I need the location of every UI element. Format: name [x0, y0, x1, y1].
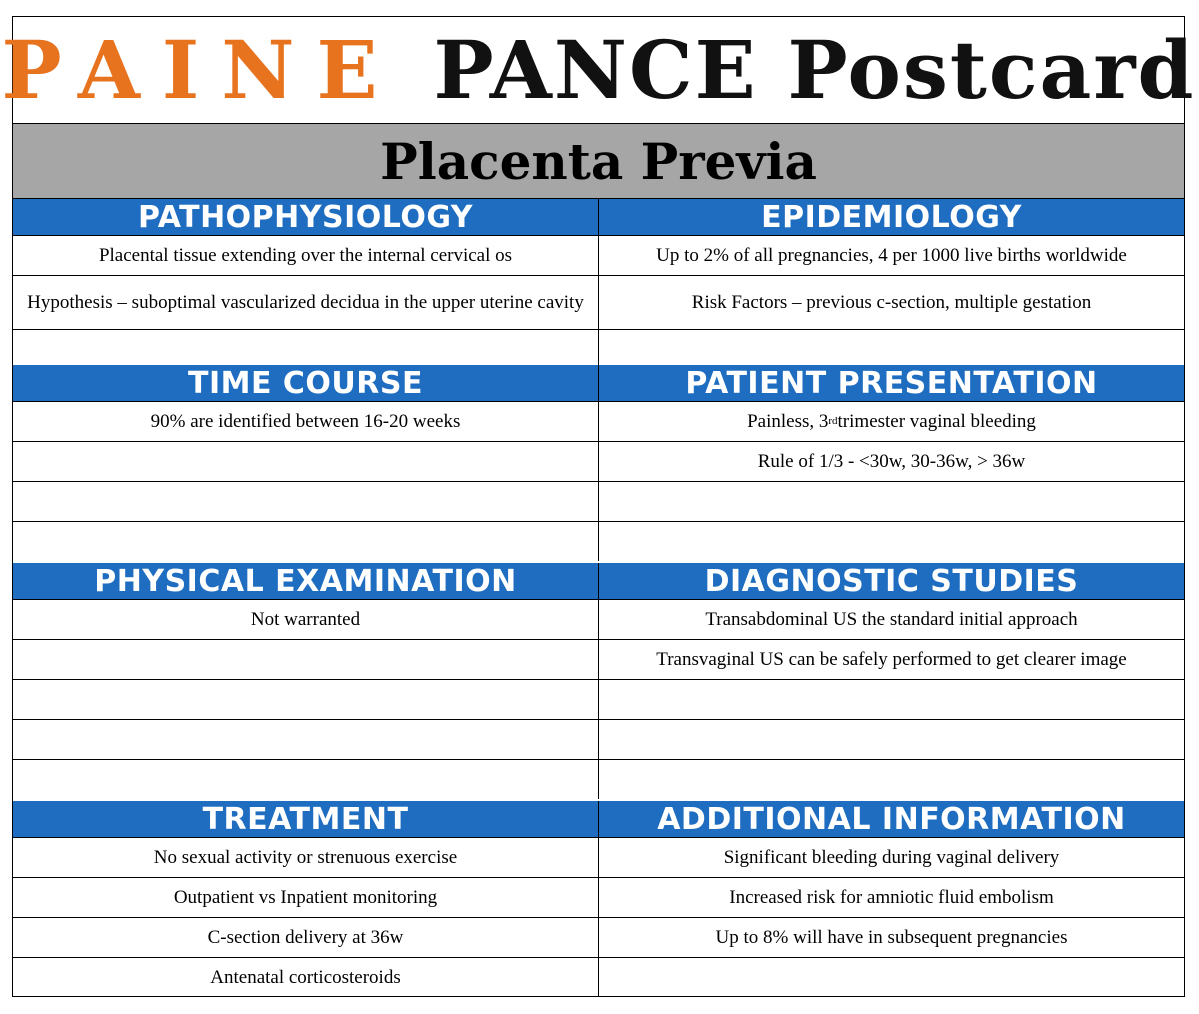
epidemiology-column [598, 235, 1184, 369]
list-item: Not warranted [13, 599, 598, 639]
list-item: Outpatient vs Inpatient monitoring [13, 877, 598, 917]
list-item: Increased risk for amniotic fluid embolism [599, 877, 1184, 917]
section-time-course-presentation [13, 365, 1184, 561]
list-item [13, 679, 598, 719]
section-exam-diagnostics [13, 563, 1184, 799]
title-text: PANCE Postcard [433, 23, 1196, 117]
list-item: 90% are identified between 16-20 weeks [13, 401, 598, 441]
list-item: C-section delivery at 36w [13, 917, 598, 957]
list-item: Antenatal corticosteroids [13, 957, 598, 997]
list-item: Transvaginal US can be safely performed to get clearer image [599, 639, 1184, 679]
list-item [599, 759, 1184, 799]
section-pathophysiology-epidemiology [13, 199, 1184, 369]
treatment-column [13, 837, 598, 997]
list-item [599, 521, 1184, 561]
list-item: Significant bleeding during vaginal delivery [599, 837, 1184, 877]
diagnostic-studies-column [598, 599, 1184, 799]
list-item: Hypothesis – suboptimal vascularized decidua in the upper uterine cavity [13, 275, 598, 329]
list-item: No sexual activity or strenuous exercise [13, 837, 598, 877]
header-epidemiology: EPIDEMIOLOGY [598, 199, 1184, 235]
header-physical-examination: PHYSICAL EXAMINATION [94, 563, 517, 599]
list-item [13, 329, 598, 369]
postcard-title [1, 17, 1196, 123]
header-pathophysiology: PATHOPHYSIOLOGY [137, 199, 474, 235]
header-diagnostic-studies: DIAGNOSTIC STUDIES [598, 563, 1184, 599]
list-item: Painless, 3 rd trimester vaginal bleeding [599, 401, 1184, 441]
additional-information-column [598, 837, 1184, 997]
list-item: Rule of 1/3 - <30w, 30-36w, > 36w [599, 441, 1184, 481]
list-item [599, 481, 1184, 521]
postcard [1, 16, 1196, 997]
list-item: Up to 8% will have in subsequent pregnancies [599, 917, 1184, 957]
list-item [599, 679, 1184, 719]
header-patient-presentation: PATIENT PRESENTATION [598, 365, 1184, 401]
list-item [599, 329, 1184, 369]
list-item: Risk Factors – previous c-section, multiple gestation [599, 275, 1184, 329]
header-treatment: TREATMENT [202, 801, 409, 837]
list-item [13, 719, 598, 759]
list-item [599, 719, 1184, 759]
header-time-course: TIME COURSE [188, 365, 423, 401]
list-item: Placental tissue extending over the internal cervical os [13, 235, 598, 275]
list-item [13, 521, 598, 561]
list-item [13, 759, 598, 799]
list-item [13, 441, 598, 481]
list-item: Up to 2% of all pregnancies, 4 per 1000 live births worldwide [599, 235, 1184, 275]
list-item [13, 639, 598, 679]
list-item: Transabdominal US the standard initial approach [599, 599, 1184, 639]
brand-name: PAINE [1, 23, 400, 117]
section-treatment-additional [13, 801, 1184, 997]
time-course-column [13, 401, 598, 561]
list-item [13, 481, 598, 521]
header-additional-information: ADDITIONAL INFORMATION [598, 801, 1184, 837]
topic-title: Placenta Previa [13, 123, 1184, 199]
pathophysiology-column [13, 235, 598, 369]
list-item [599, 957, 1184, 997]
physical-examination-column [13, 599, 598, 799]
patient-presentation-column [598, 401, 1184, 561]
